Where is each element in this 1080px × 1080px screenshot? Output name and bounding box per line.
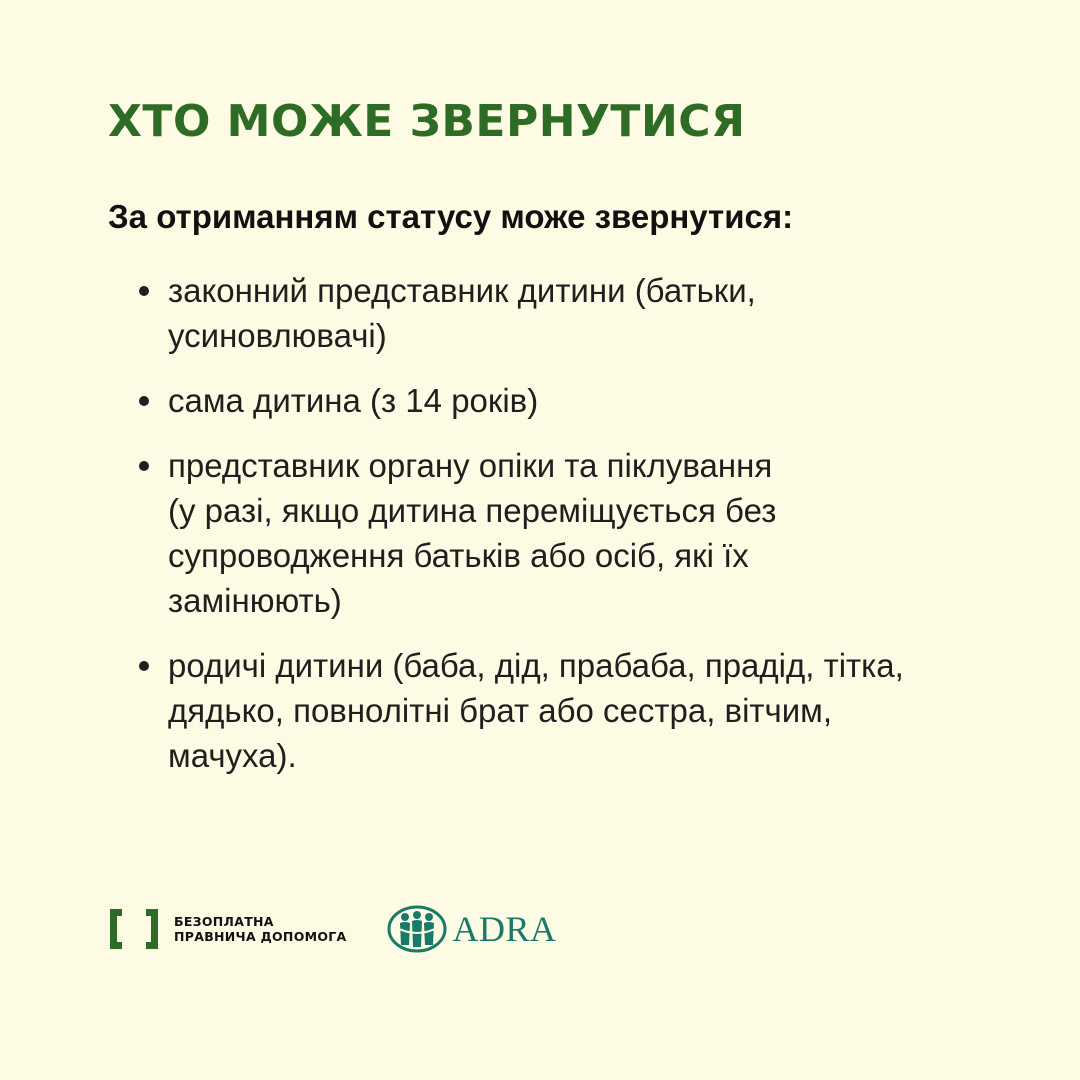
list-item-line: мачуха). (168, 737, 297, 774)
footer-logos (108, 905, 557, 953)
page-title: ХТО МОЖЕ ЗВЕРНУТИСЯ (108, 96, 746, 147)
logo-text-line2: ПРАВНИЧА ДОПОМОГА (174, 929, 347, 944)
list-item-line: замінюють) (168, 582, 342, 619)
logo-text-line1: БЕЗОПЛАТНА (174, 914, 274, 929)
list-item-line: законний представник дитини (батьки, (168, 272, 756, 309)
free-legal-aid-logo (108, 907, 347, 951)
list-item (0, 443, 1000, 623)
bracket-logo-icon (108, 907, 160, 951)
list-item-line: родичі дитини (баба, дід, прабаба, прадід, тітка, (168, 647, 904, 684)
list-item (0, 378, 1000, 423)
bullet-icon (139, 396, 149, 406)
bullet-icon (139, 461, 149, 471)
list-item-line: усиновлювачі) (168, 317, 387, 354)
adra-people-icon (387, 905, 447, 953)
bullet-icon (139, 661, 149, 671)
list-item-line: дядько, повнолітні брат або сестра, вітчим, (168, 692, 833, 729)
adra-logo (387, 905, 557, 953)
list-item-line: представник органу опіки та піклування (168, 447, 773, 484)
list-item-line: супроводження батьків або осіб, які їх (168, 537, 749, 574)
eligibility-list (0, 268, 1000, 798)
list-item-line: (у разі, якщо дитина переміщується без (168, 492, 777, 529)
adra-wordmark: ADRA (452, 909, 557, 949)
bullet-icon (139, 286, 149, 296)
list-item-line: сама дитина (з 14 років) (168, 382, 539, 419)
subtitle: За отриманням статусу може звернутися: (108, 198, 794, 235)
list-item (0, 268, 1000, 358)
list-item (0, 643, 1000, 778)
